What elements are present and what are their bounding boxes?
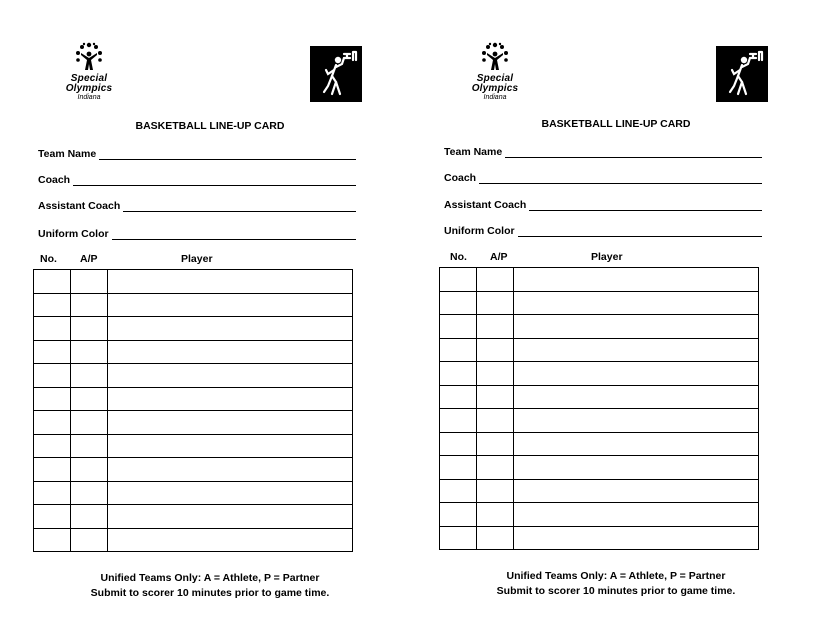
no-cell[interactable]: [440, 479, 477, 503]
coach-label: Coach: [38, 174, 71, 186]
player-cell[interactable]: [514, 479, 759, 503]
ap-cell[interactable]: [477, 479, 514, 503]
assistant-coach-line[interactable]: [529, 200, 762, 211]
no-cell[interactable]: [34, 364, 71, 388]
card-footer: [436, 569, 796, 599]
special-olympics-logo: [54, 40, 124, 110]
team-name-line[interactable]: [505, 147, 762, 158]
footer-submit-note: Submit to scorer 10 minutes prior to game time.: [90, 587, 330, 599]
player-cell[interactable]: [514, 362, 759, 386]
card-title: BASKETBALL LINE-UP CARD: [541, 118, 691, 130]
table-row: [34, 387, 353, 411]
table-row: [440, 526, 759, 550]
ap-cell[interactable]: [71, 458, 108, 482]
logo-text-special: Special: [70, 73, 108, 84]
ap-cell[interactable]: [477, 432, 514, 456]
player-cell[interactable]: [108, 364, 353, 388]
lineup-card-left: [30, 0, 390, 640]
no-cell[interactable]: [440, 432, 477, 456]
logo-text-indiana: Indiana: [483, 94, 507, 101]
table-row: [34, 505, 353, 529]
no-cell[interactable]: [440, 385, 477, 409]
player-cell[interactable]: [514, 338, 759, 362]
ap-cell[interactable]: [71, 387, 108, 411]
coach-field[interactable]: [38, 172, 356, 186]
table-row: [440, 479, 759, 503]
table-row: [440, 362, 759, 386]
ap-cell[interactable]: [477, 456, 514, 480]
coach-field[interactable]: [444, 170, 762, 184]
roster-table: [33, 269, 353, 552]
player-cell[interactable]: [108, 458, 353, 482]
player-cell[interactable]: [514, 526, 759, 550]
no-cell[interactable]: [440, 291, 477, 315]
no-cell[interactable]: [34, 270, 71, 294]
player-cell[interactable]: [108, 411, 353, 435]
special-olympics-emblem-icon: [72, 40, 106, 74]
table-row: [440, 409, 759, 433]
col-header-no: No.: [450, 251, 467, 263]
footer-unified-note: Unified Teams Only: A = Athlete, P = Partner: [506, 570, 726, 582]
table-row: [440, 338, 759, 362]
no-cell[interactable]: [34, 528, 71, 552]
ap-cell[interactable]: [71, 434, 108, 458]
ap-cell[interactable]: [71, 505, 108, 529]
player-cell[interactable]: [514, 268, 759, 292]
player-cell[interactable]: [108, 528, 353, 552]
ap-cell[interactable]: [477, 362, 514, 386]
table-row: [440, 503, 759, 527]
no-cell[interactable]: [440, 526, 477, 550]
table-row: [34, 434, 353, 458]
table-row: [34, 528, 353, 552]
player-cell[interactable]: [108, 293, 353, 317]
coach-line[interactable]: [479, 173, 762, 184]
assistant-coach-field[interactable]: [38, 198, 356, 212]
player-cell[interactable]: [108, 434, 353, 458]
player-cell[interactable]: [108, 481, 353, 505]
player-cell[interactable]: [514, 385, 759, 409]
player-cell[interactable]: [514, 503, 759, 527]
no-cell[interactable]: [34, 458, 71, 482]
no-cell[interactable]: [34, 293, 71, 317]
ap-cell[interactable]: [477, 526, 514, 550]
player-cell[interactable]: [108, 270, 353, 294]
logo-text-olympics: Olympics: [65, 83, 113, 94]
player-cell[interactable]: [514, 456, 759, 480]
col-header-player: Player: [591, 251, 623, 263]
no-cell[interactable]: [34, 340, 71, 364]
ap-cell[interactable]: [71, 528, 108, 552]
no-cell[interactable]: [440, 362, 477, 386]
table-row: [34, 364, 353, 388]
no-cell[interactable]: [440, 315, 477, 339]
col-header-no: No.: [40, 253, 57, 265]
no-cell[interactable]: [440, 338, 477, 362]
player-cell[interactable]: [108, 505, 353, 529]
logo-text-olympics: Olympics: [471, 83, 519, 94]
team-name-label: Team Name: [38, 148, 97, 160]
player-cell[interactable]: [514, 291, 759, 315]
uniform-color-label: Uniform Color: [444, 225, 515, 237]
no-cell[interactable]: [34, 434, 71, 458]
special-olympics-logo: [460, 40, 530, 110]
table-row: [34, 481, 353, 505]
player-cell[interactable]: [108, 387, 353, 411]
col-header-ap: A/P: [490, 251, 508, 263]
coach-line[interactable]: [73, 175, 356, 186]
assistant-coach-field[interactable]: [444, 197, 762, 211]
roster-table: [439, 267, 759, 550]
ap-cell[interactable]: [71, 364, 108, 388]
logo-text-special: Special: [476, 73, 514, 84]
team-name-field[interactable]: [38, 146, 356, 160]
special-olympics-emblem-icon: [478, 40, 512, 74]
no-cell[interactable]: [34, 387, 71, 411]
table-row: [34, 270, 353, 294]
player-cell[interactable]: [108, 317, 353, 341]
ap-cell[interactable]: [71, 411, 108, 435]
basketball-player-icon: [716, 46, 768, 102]
footer-unified-note: Unified Teams Only: A = Athlete, P = Partner: [100, 572, 320, 584]
ap-cell[interactable]: [477, 315, 514, 339]
player-cell[interactable]: [514, 315, 759, 339]
player-cell[interactable]: [108, 340, 353, 364]
table-row: [34, 317, 353, 341]
player-cell[interactable]: [514, 432, 759, 456]
player-cell[interactable]: [514, 409, 759, 433]
lineup-card-right: [436, 0, 796, 640]
table-row: [34, 340, 353, 364]
table-row: [440, 268, 759, 292]
table-row: [440, 456, 759, 480]
ap-cell[interactable]: [71, 317, 108, 341]
ap-cell[interactable]: [477, 503, 514, 527]
ap-cell[interactable]: [477, 385, 514, 409]
footer-submit-note: Submit to scorer 10 minutes prior to game time.: [496, 585, 736, 597]
no-cell[interactable]: [34, 411, 71, 435]
col-header-player: Player: [181, 253, 213, 265]
table-row: [440, 432, 759, 456]
ap-cell[interactable]: [477, 291, 514, 315]
col-header-ap: A/P: [80, 253, 98, 265]
ap-cell[interactable]: [71, 340, 108, 364]
table-row: [440, 291, 759, 315]
table-row: [440, 385, 759, 409]
team-name-label: Team Name: [444, 146, 503, 158]
uniform-color-field[interactable]: [444, 223, 762, 237]
table-row: [440, 315, 759, 339]
table-row: [34, 411, 353, 435]
assistant-coach-label: Assistant Coach: [444, 199, 527, 211]
basketball-player-icon: [310, 46, 362, 102]
uniform-color-line[interactable]: [518, 226, 762, 237]
team-name-field[interactable]: [444, 144, 762, 158]
ap-cell[interactable]: [477, 268, 514, 292]
assistant-coach-label: Assistant Coach: [38, 200, 121, 212]
coach-label: Coach: [444, 172, 477, 184]
no-cell[interactable]: [34, 505, 71, 529]
card-footer: [30, 571, 390, 601]
table-row: [34, 458, 353, 482]
uniform-color-field[interactable]: [38, 226, 356, 240]
no-cell[interactable]: [440, 409, 477, 433]
logo-text-indiana: Indiana: [77, 94, 101, 101]
no-cell[interactable]: [440, 456, 477, 480]
card-title: BASKETBALL LINE-UP CARD: [135, 120, 285, 132]
assistant-coach-line[interactable]: [123, 201, 356, 212]
no-cell[interactable]: [440, 503, 477, 527]
ap-cell[interactable]: [477, 338, 514, 362]
ap-cell[interactable]: [71, 293, 108, 317]
ap-cell[interactable]: [71, 481, 108, 505]
ap-cell[interactable]: [477, 409, 514, 433]
ap-cell[interactable]: [71, 270, 108, 294]
table-row: [34, 293, 353, 317]
uniform-color-label: Uniform Color: [38, 228, 109, 240]
team-name-line[interactable]: [99, 149, 356, 160]
no-cell[interactable]: [34, 481, 71, 505]
no-cell[interactable]: [34, 317, 71, 341]
uniform-color-line[interactable]: [112, 229, 356, 240]
no-cell[interactable]: [440, 268, 477, 292]
